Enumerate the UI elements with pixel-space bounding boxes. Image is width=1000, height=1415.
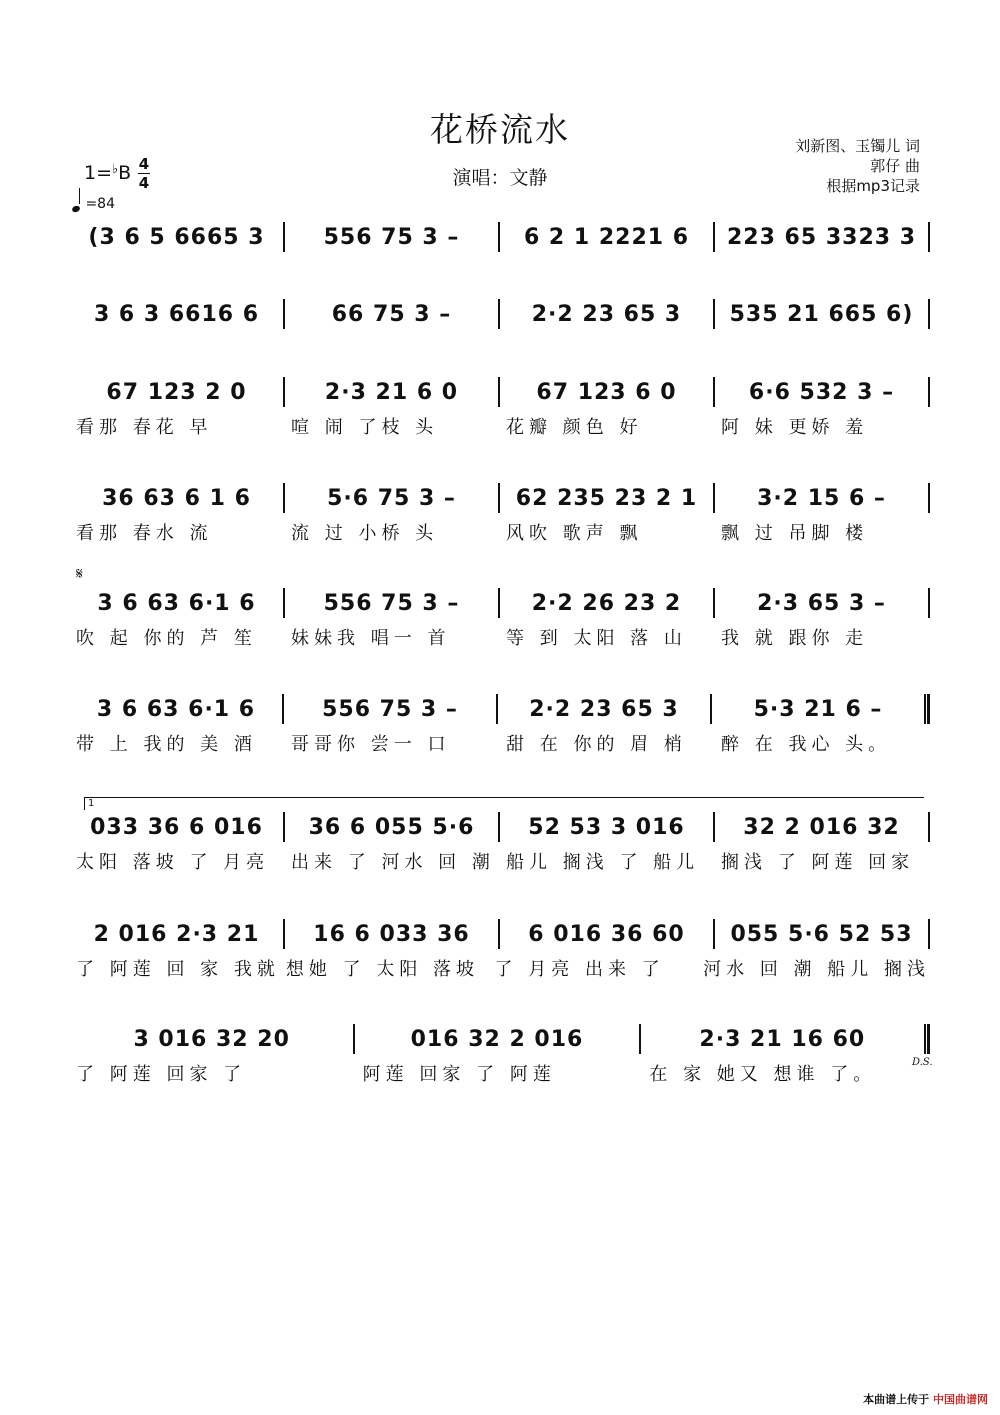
volta-bracket bbox=[84, 797, 924, 810]
measure-notes: 67 123 2 0 bbox=[106, 379, 247, 405]
lyric-text: 流 过 小桥 头 bbox=[291, 523, 439, 544]
lyricist-credit: 刘新图、玉镯儿 词 bbox=[795, 137, 920, 155]
lyric-text: 阿 妹 更娇 羞 bbox=[721, 417, 869, 438]
measure-notes: 556 75 3 – bbox=[323, 224, 460, 250]
score-row bbox=[70, 564, 930, 652]
lyric-text: 了 阿莲 回家 了 bbox=[76, 1064, 247, 1085]
lyric-text: 了 月亮 出来 了 bbox=[494, 959, 665, 980]
score-row bbox=[70, 375, 930, 441]
lyric-text: 船儿 搁浅 了 船儿 bbox=[506, 852, 700, 873]
measure-notes: 36 63 6 1 6 bbox=[102, 485, 251, 511]
volta-number: 1 bbox=[88, 798, 95, 809]
source-note: 根据mp3记录 bbox=[826, 177, 920, 195]
score-row bbox=[70, 692, 930, 758]
lyric-text: 阿莲 回家 了 阿莲 bbox=[362, 1064, 556, 1085]
measure-notes: 67 123 6 0 bbox=[536, 379, 677, 405]
footer bbox=[863, 1391, 988, 1407]
lyric-text: 看那 春花 早 bbox=[76, 417, 213, 438]
lyric-text: 搁浅 了 阿莲 回家 bbox=[721, 852, 915, 873]
lyric-text: 醉 在 我心 头。 bbox=[721, 734, 892, 755]
song-title: 花桥流水 bbox=[430, 110, 570, 149]
measure-notes: 5·3 21 6 – bbox=[753, 696, 883, 722]
lyric-text: 了 阿莲 回 家 我就 bbox=[76, 959, 280, 980]
score-row bbox=[70, 810, 930, 876]
lyric-text: 妹妹我 唱一 首 bbox=[291, 628, 451, 649]
credits-block bbox=[795, 136, 920, 196]
time-bottom: 4 bbox=[138, 174, 150, 192]
bar-line bbox=[928, 377, 930, 407]
lyric-text: 在 家 她又 想谁 了。 bbox=[649, 1064, 877, 1085]
measure-notes: 32 2 016 32 bbox=[743, 814, 900, 840]
measure-notes: 2·3 21 6 0 bbox=[324, 379, 459, 405]
measure-notes: 2·3 65 3 – bbox=[757, 590, 886, 616]
composer-credit: 郭仔 曲 bbox=[870, 157, 920, 175]
key-signature bbox=[84, 162, 131, 184]
measure-notes: 6 2 1 2221 6 bbox=[523, 224, 690, 250]
measure-notes: 3 6 63 6·1 6 bbox=[96, 696, 256, 722]
measure-notes: 3 016 32 20 bbox=[133, 1026, 290, 1052]
footer-prefix: 本曲谱上传于 bbox=[863, 1393, 930, 1406]
time-top: 4 bbox=[138, 155, 150, 173]
measure-notes: 2·2 23 65 3 bbox=[529, 696, 679, 722]
measure-notes: 52 53 3 016 bbox=[528, 814, 685, 840]
lyric-text: 飘 过 吊脚 楼 bbox=[721, 523, 869, 544]
tempo-value: =84 bbox=[85, 196, 115, 212]
time-signature bbox=[138, 156, 150, 191]
measure-notes: 2·3 21 16 60 bbox=[699, 1026, 866, 1052]
measure-notes: 66 75 3 – bbox=[331, 301, 452, 327]
lyric-text: 出来 了 河水 回 潮 bbox=[291, 852, 495, 873]
measure-notes: 36 6 055 5·6 bbox=[308, 814, 475, 840]
score-row bbox=[70, 297, 930, 331]
measure-notes: 6 016 36 60 bbox=[528, 921, 685, 947]
score-row bbox=[70, 220, 930, 254]
bar-line bbox=[928, 919, 930, 949]
lyric-text: 太阳 落坡 了 月亮 bbox=[76, 852, 270, 873]
bar-line bbox=[928, 299, 930, 329]
lyric-text: 吹 起 你的 芦 笙 bbox=[76, 628, 257, 649]
measure-notes: 556 75 3 – bbox=[323, 590, 460, 616]
bar-line bbox=[924, 1024, 930, 1054]
measure-notes: 033 36 6 016 bbox=[90, 814, 263, 840]
lyric-text: 想她 了 太阳 落坡 bbox=[285, 959, 480, 980]
bar-line bbox=[928, 588, 930, 618]
measure-notes: 535 21 665 6) bbox=[729, 301, 914, 327]
measure-notes: 5·6 75 3 – bbox=[327, 485, 456, 511]
bar-line bbox=[924, 694, 930, 724]
measure-notes: 3·2 15 6 – bbox=[757, 485, 886, 511]
bar-line bbox=[928, 222, 930, 252]
lyric-text: 我 就 跟你 走 bbox=[721, 628, 869, 649]
measure-notes: 16 6 033 36 bbox=[313, 921, 470, 947]
measure-notes: 62 235 23 2 1 bbox=[515, 485, 698, 511]
lyric-text: 风吹 歌声 飘 bbox=[506, 523, 643, 544]
measure-notes: 016 32 2 016 bbox=[410, 1026, 584, 1052]
lyric-text: 甜 在 你的 眉 梢 bbox=[506, 734, 687, 755]
singer-credit: 演唱：文静 bbox=[452, 167, 548, 189]
tempo-marking bbox=[72, 192, 115, 212]
measure-notes: 556 75 3 – bbox=[322, 696, 458, 722]
measure-notes: (3 6 5 6665 3 bbox=[88, 224, 265, 250]
score-row bbox=[70, 917, 930, 983]
flat-sign: ♭ bbox=[112, 162, 119, 177]
lyric-text: 等 到 太阳 落 山 bbox=[506, 628, 687, 649]
measure-notes: 2 016 2·3 21 bbox=[93, 921, 260, 947]
measure-notes: 2·2 23 65 3 bbox=[531, 301, 682, 327]
measure-notes: 2·2 26 23 2 bbox=[531, 590, 682, 616]
quarter-note-icon bbox=[71, 205, 81, 213]
lyric-text: 带 上 我的 美 酒 bbox=[76, 734, 257, 755]
lyric-text: 看那 春水 流 bbox=[76, 523, 213, 544]
measure-notes: 223 65 3323 3 bbox=[726, 224, 917, 250]
measure-notes: 6·6 532 3 – bbox=[748, 379, 895, 405]
site-logo: 中国曲谱网 bbox=[933, 1393, 988, 1406]
measure-notes: 055 5·6 52 53 bbox=[730, 921, 913, 947]
bar-line bbox=[928, 812, 930, 842]
lyric-text: 花瓣 颜色 好 bbox=[506, 417, 643, 438]
lyric-text: 哥哥你 尝一 口 bbox=[291, 734, 451, 755]
lyric-text: 喧 闹 了枝 头 bbox=[291, 417, 439, 438]
ds-mark: D.S. bbox=[912, 1057, 933, 1068]
key-prefix: 1= bbox=[84, 162, 113, 184]
segno-sign: 𝄋 bbox=[76, 564, 83, 583]
measure-notes: 3 6 63 6·1 6 bbox=[97, 590, 256, 616]
lyric-text: 河水 回 潮 船儿 搁浅 bbox=[703, 959, 930, 980]
score-row bbox=[70, 1022, 930, 1088]
bar-line bbox=[928, 483, 930, 513]
measure-notes: 3 6 3 6616 6 bbox=[93, 301, 260, 327]
score-row bbox=[70, 481, 930, 547]
key-note: B bbox=[118, 162, 132, 184]
